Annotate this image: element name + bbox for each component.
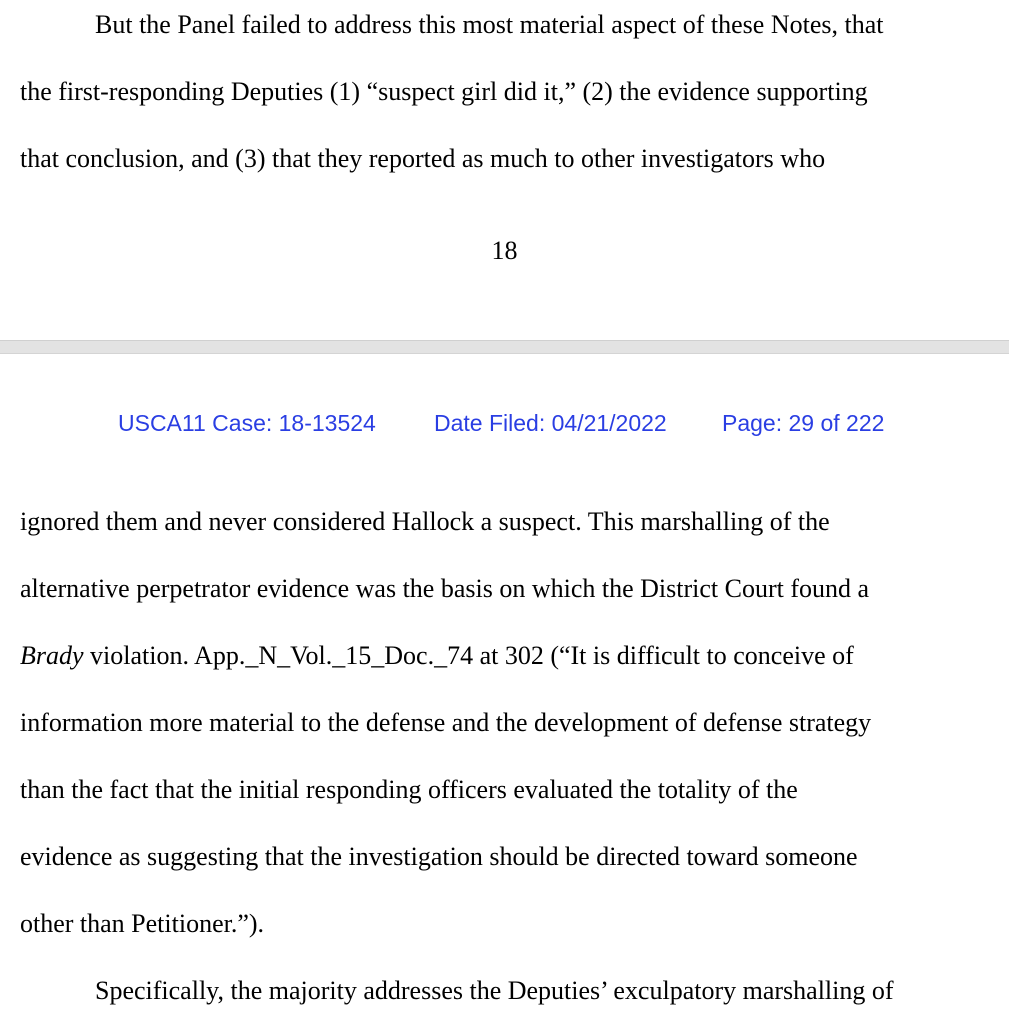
paragraph-line: information more material to the defense and the development of defense strategy — [20, 708, 872, 737]
page-number: 18 — [491, 236, 518, 265]
paragraph-line: evidence as suggesting that the investigation should be directed toward someone — [20, 842, 858, 871]
paragraph-line: ignored them and never considered Hallock a suspect. This marshalling of the — [20, 507, 830, 536]
case-name-italic: Brady — [20, 641, 84, 670]
document-page-top — [0, 0, 1009, 340]
page-count: Page: 29 of 222 — [722, 410, 885, 436]
case-number: USCA11 Case: 18-13524 — [118, 410, 376, 436]
paragraph-line: than the fact that the initial responding officers evaluated the totality of the — [20, 775, 798, 804]
paragraph-line: that conclusion, and (3) that they reported as much to other investigators who — [20, 144, 826, 173]
paragraph-line — [20, 641, 854, 671]
case-header — [0, 408, 1009, 438]
paragraph-line: Specifically, the majority addresses the Deputies’ exculpatory marshalling of — [95, 976, 894, 1005]
page-separator — [0, 340, 1009, 354]
paragraph-line: the first-responding Deputies (1) “suspect girl did it,” (2) the evidence supporting — [20, 77, 868, 106]
paragraph-line: other than Petitioner.”). — [20, 909, 265, 938]
paragraph-line: But the Panel failed to address this most material aspect of these Notes, that — [95, 10, 884, 39]
paragraph-line: alternative perpetrator evidence was the basis on which the District Court found a — [20, 574, 870, 603]
date-filed: Date Filed: 04/21/2022 — [434, 410, 667, 436]
paragraph-text: violation. App._N_Vol._15_Doc._74 at 302 (“It is difficult to conceive of — [83, 641, 854, 670]
